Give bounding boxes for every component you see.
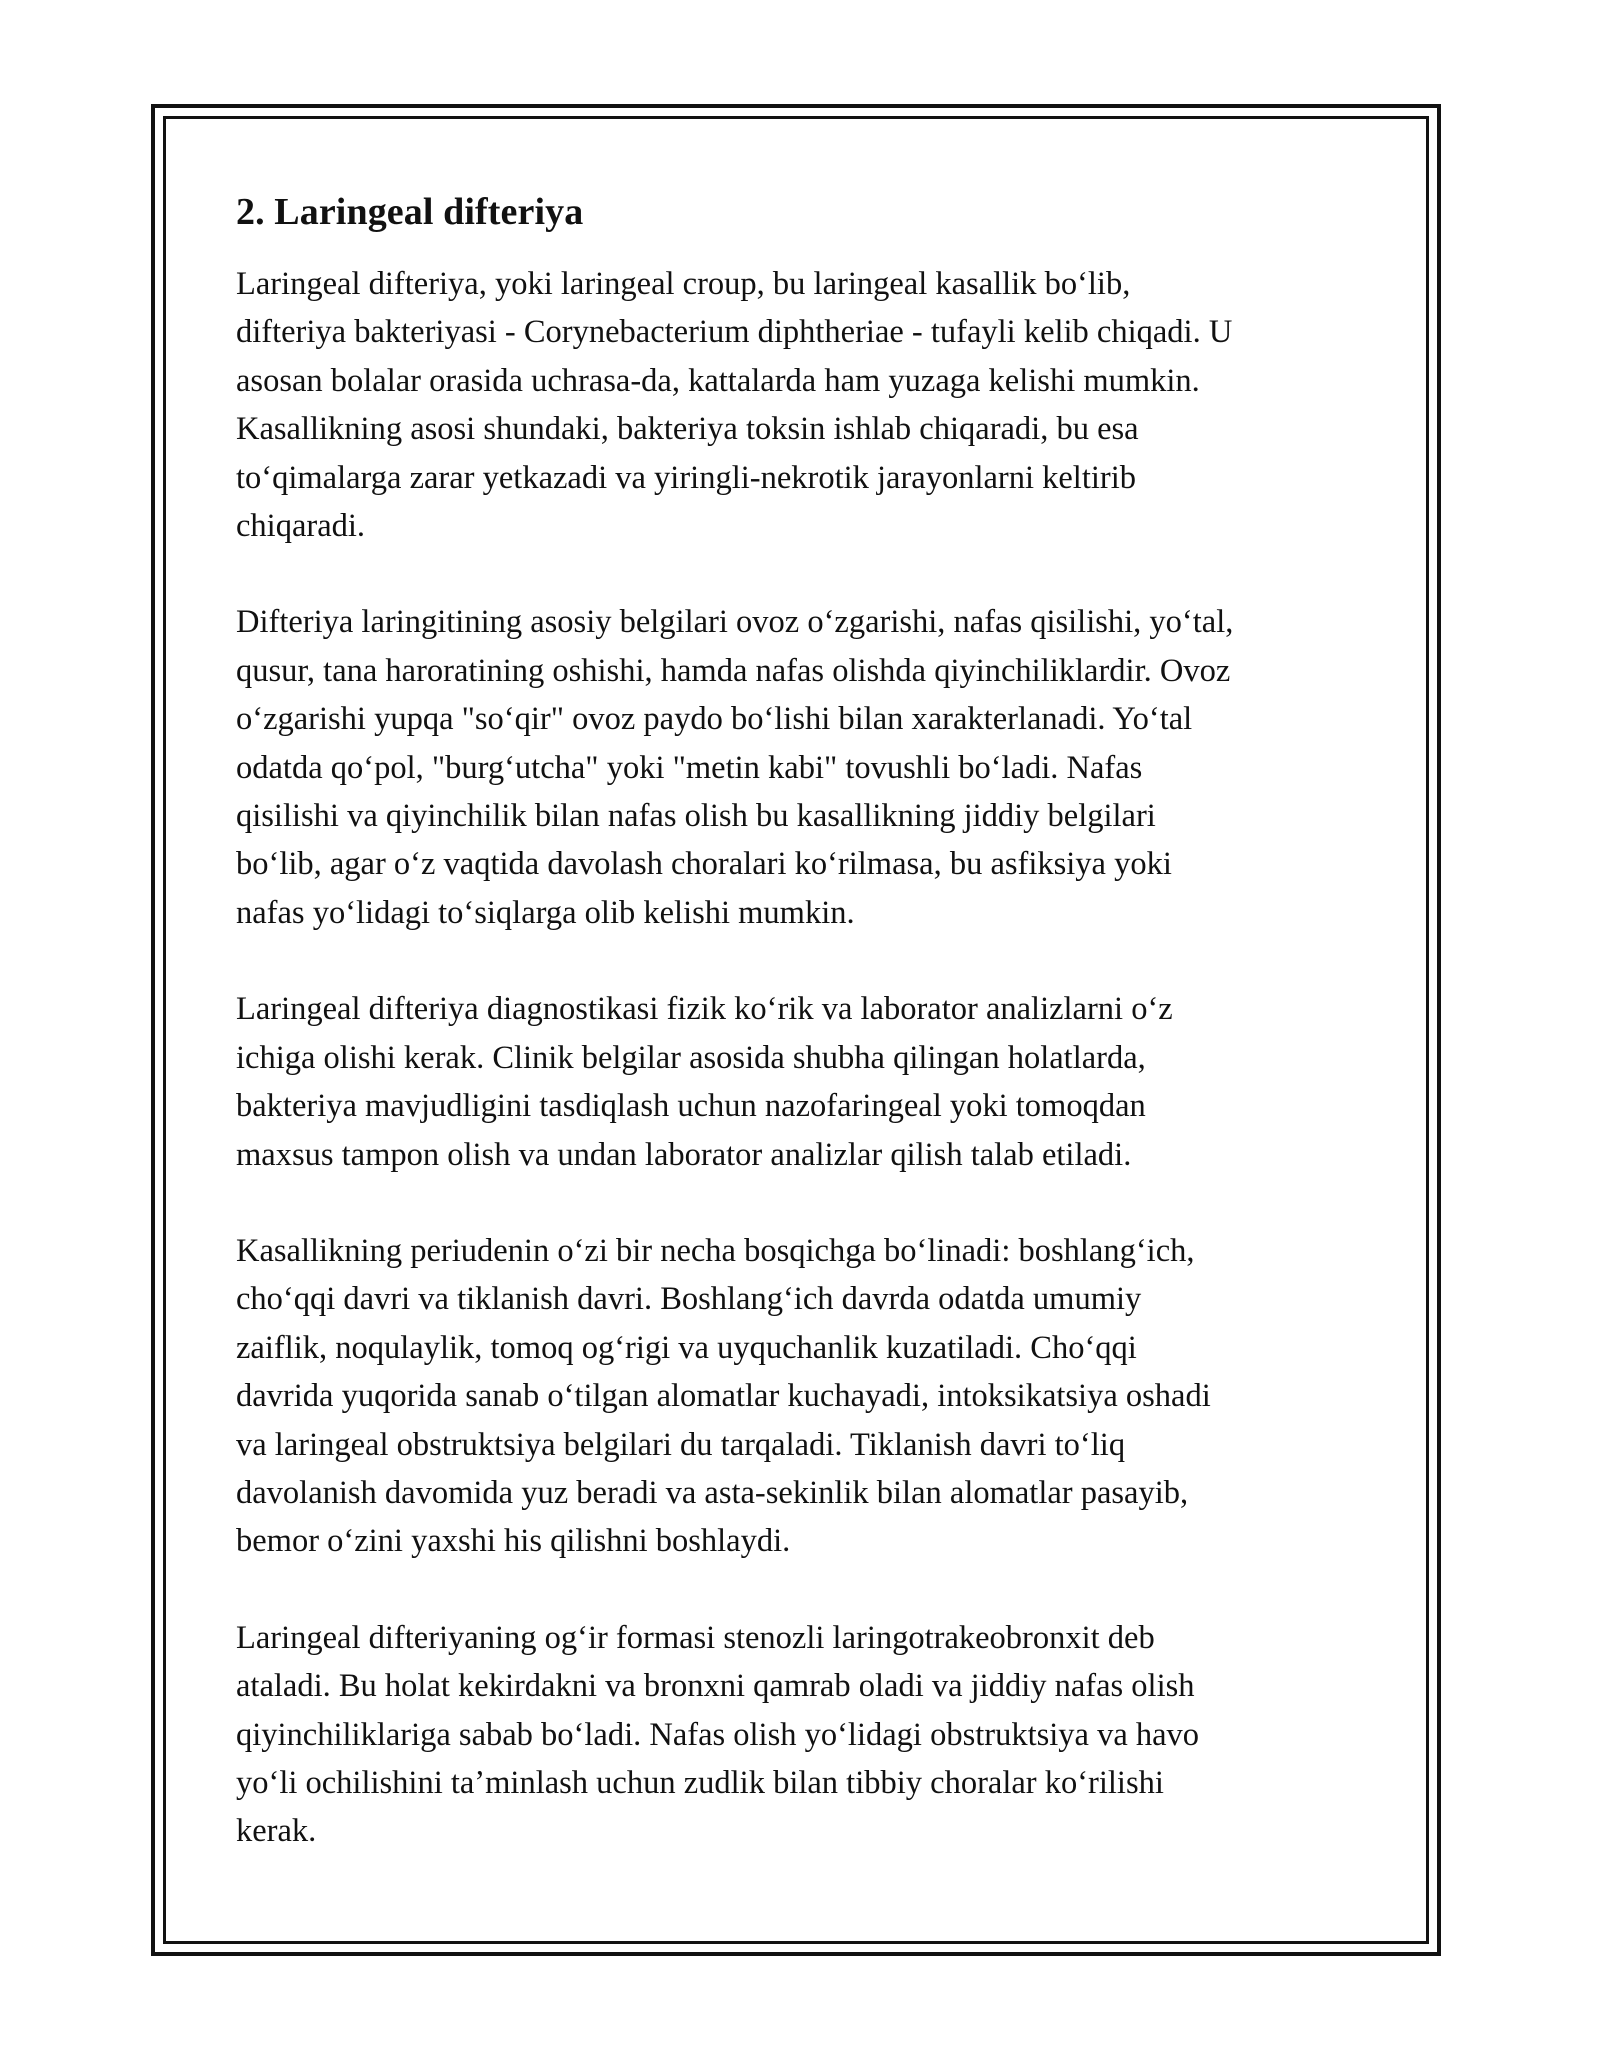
text-line: Laringeal difteriya diagnostikasi fizik koʻrik va laborator analizlarni oʻz: [236, 991, 1173, 1028]
text-line: chiqaradi.: [236, 508, 366, 545]
text-line: ataladi. Bu holat kekirdakni va bronxni qamrab oladi va jiddiy nafas olish: [236, 1668, 1195, 1705]
text-line: bemor oʻzini yaxshi his qilishni boshlaydi.: [236, 1523, 791, 1560]
text-line: boʻlib, agar oʻz vaqtida davolash choralari koʻrilmasa, bu asfiksiya yoki: [236, 846, 1172, 883]
text-line: kerak.: [236, 1813, 317, 1850]
text-line: qiyinchiliklariga sabab boʻladi. Nafas olish yoʻlidagi obstruktsiya va havo: [236, 1716, 1200, 1753]
text-line: Kasallikning asosi shundaki, bakteriya toksin ishlab chiqaradi, bu esa: [236, 411, 1139, 448]
text-line: zaiflik, noqulaylik, tomoq ogʻrigi va uyquchanlik kuzatiladi. Choʻqqi: [236, 1329, 1137, 1366]
text-line: Difteriya laringitining asosiy belgilari ovoz oʻzgarishi, nafas qisilishi, yoʻtal,: [236, 604, 1234, 641]
text-line: asosan bolalar orasida uchrasa-da, kattalarda ham yuzaga kelishi mumkin.: [236, 362, 1200, 399]
text-line: odatda qoʻpol, "burgʻutcha" yoki "metin kabi" tovushli boʻladi. Nafas: [236, 749, 1143, 786]
text-line: choʻqqi davri va tiklanish davri. Boshlangʻich davrda odatda umumiy: [236, 1281, 1142, 1318]
text-line: qusur, tana haroratining oshishi, hamda nafas olishda qiyinchiliklardir. Ovoz: [236, 652, 1231, 689]
document-body: [236, 186, 1386, 1904]
text-line: oʻzgarishi yupqa "soʻqir" ovoz paydo boʻlishi bilan xarakterlanadi. Yoʻtal: [236, 701, 1193, 738]
text-line: yoʻli ochilishini taʼminlash uchun zudlik bilan tibbiy choralar koʻrilishi: [236, 1764, 1164, 1801]
body-paragraph: [236, 260, 1386, 550]
text-line: toʻqimalarga zarar yetkazadi va yiringli-nekrotik jarayonlarni keltirib: [236, 459, 1137, 496]
text-line: maxsus tampon olish va undan laborator analizlar qilish talab etiladi.: [236, 1136, 1132, 1173]
text-line: Kasallikning periudenin oʻzi bir necha bosqichga boʻlinadi: boshlangʻich,: [236, 1232, 1195, 1269]
body-paragraph: [236, 985, 1386, 1179]
body-paragraph: [236, 598, 1386, 937]
text-line: qisilishi va qiyinchilik bilan nafas olish bu kasallikning jiddiy belgilari: [236, 798, 1156, 835]
text-line: bakteriya mavjudligini tasdiqlash uchun nazofaringeal yoki tomoqdan: [236, 1088, 1146, 1125]
text-line: nafas yoʻlidagi toʻsiqlarga olib kelishi mumkin.: [236, 894, 855, 931]
text-line: davrida yuqorida sanab oʻtilgan alomatlar kuchayadi, intoksikatsiya oshadi: [236, 1378, 1211, 1415]
paragraph-list: [236, 260, 1386, 1856]
text-line: Laringeal difteriya, yoki laringeal croup, bu laringeal kasallik boʻlib,: [236, 266, 1131, 302]
body-paragraph: [236, 1227, 1386, 1566]
text-line: difteriya bakteriyasi - Corynebacterium diphtheriae - tufayli kelib chiqadi. U: [236, 314, 1233, 351]
section-heading: 2. Laringeal difteriya: [236, 191, 584, 233]
text-line: davolanish davomida yuz beradi va asta-sekinlik bilan alomatlar pasayib,: [236, 1474, 1189, 1511]
text-line: ichiga olishi kerak. Clinik belgilar asosida shubha qilingan holatlarda,: [236, 1039, 1146, 1076]
text-line: va laringeal obstruktsiya belgilari du tarqaladi. Tiklanish davri toʻliq: [236, 1426, 1126, 1463]
body-paragraph: [236, 1614, 1386, 1856]
text-line: Laringeal difteriyaning ogʻir formasi stenozli laringotrakeobronxit deb: [236, 1619, 1155, 1656]
